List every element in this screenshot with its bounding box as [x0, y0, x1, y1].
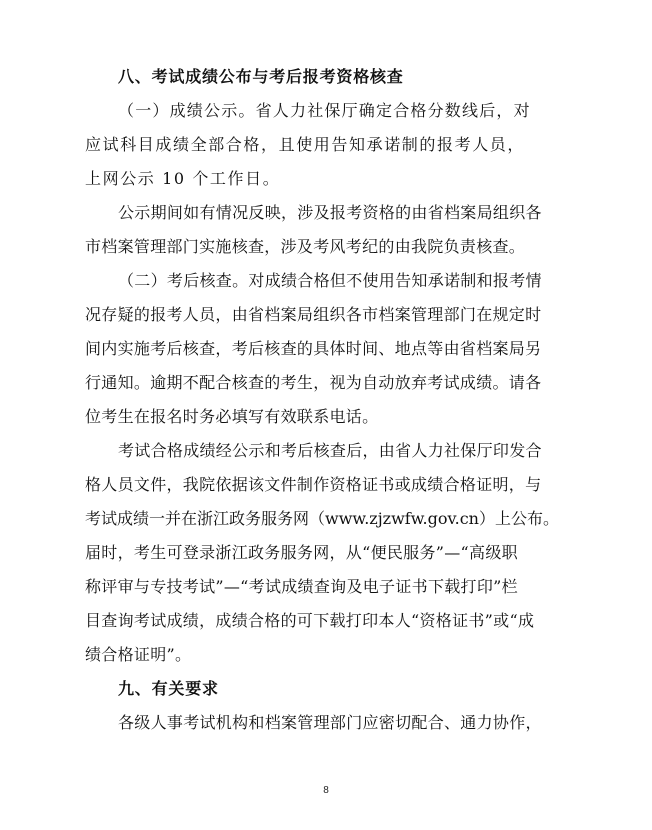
- paragraph-line: （一）成绩公示。省人力社保厅确定合格分数线后，对: [118, 101, 531, 120]
- paragraph-line: 各级人事考试机构和档案管理部门应密切配合、通力协作，: [118, 713, 542, 732]
- paragraph-line: 位考生在报名时务必填写有效联系电话。: [85, 407, 379, 426]
- paragraph-line: 考试成绩一并在浙江政务服务网（www.zjzwfw.gov.cn）上公布。: [85, 509, 559, 528]
- paragraph-line: 目查询考试成绩，成绩合格的可下载打印本人“资格证书”或“成: [85, 611, 535, 630]
- section-heading-eight: 八、考试成绩公布与考后报考资格核查: [118, 67, 404, 86]
- paragraph-line: 况存疑的报考人员，由省档案局组织各市档案管理部门在规定时: [85, 305, 542, 324]
- paragraph-line: 届时，考生可登录浙江政务服务网，从“便民服务”—“高级职: [85, 543, 518, 562]
- paragraph-line: 绩合格证明”。: [85, 645, 192, 664]
- page-number: 8: [323, 785, 329, 796]
- paragraph-line: 行通知。逾期不配合核查的考生，视为自动放弃考试成绩。请各: [85, 373, 542, 392]
- paragraph-line: 市档案管理部门实施核查，涉及考风考纪的由我院负责核查。: [85, 237, 526, 256]
- paragraph-line: 考试合格成绩经公示和考后核查后，由省人力社保厅印发合: [118, 441, 542, 460]
- paragraph-line: 上网公示 10 个工作日。: [85, 169, 281, 188]
- paragraph-line: 公示期间如有情况反映，涉及报考资格的由省档案局组织各: [118, 203, 542, 222]
- paragraph-line: 间内实施考后核查，考后核查的具体时间、地点等由省档案局另: [85, 339, 542, 358]
- section-heading-nine: 九、有关要求: [118, 679, 219, 698]
- paragraph-line: （二）考后核查。对成绩合格但不使用告知承诺制和报考情: [118, 271, 542, 290]
- paragraph-line: 应试科目成绩全部合格，且使用告知承诺制的报考人员，: [85, 135, 526, 154]
- paragraph-line: 格人员文件，我院依据该文件制作资格证书或成绩合格证明，与: [85, 475, 542, 494]
- paragraph-line: 称评审与专技考试”—“考试成绩查询及电子证书下载打印”栏: [85, 577, 518, 596]
